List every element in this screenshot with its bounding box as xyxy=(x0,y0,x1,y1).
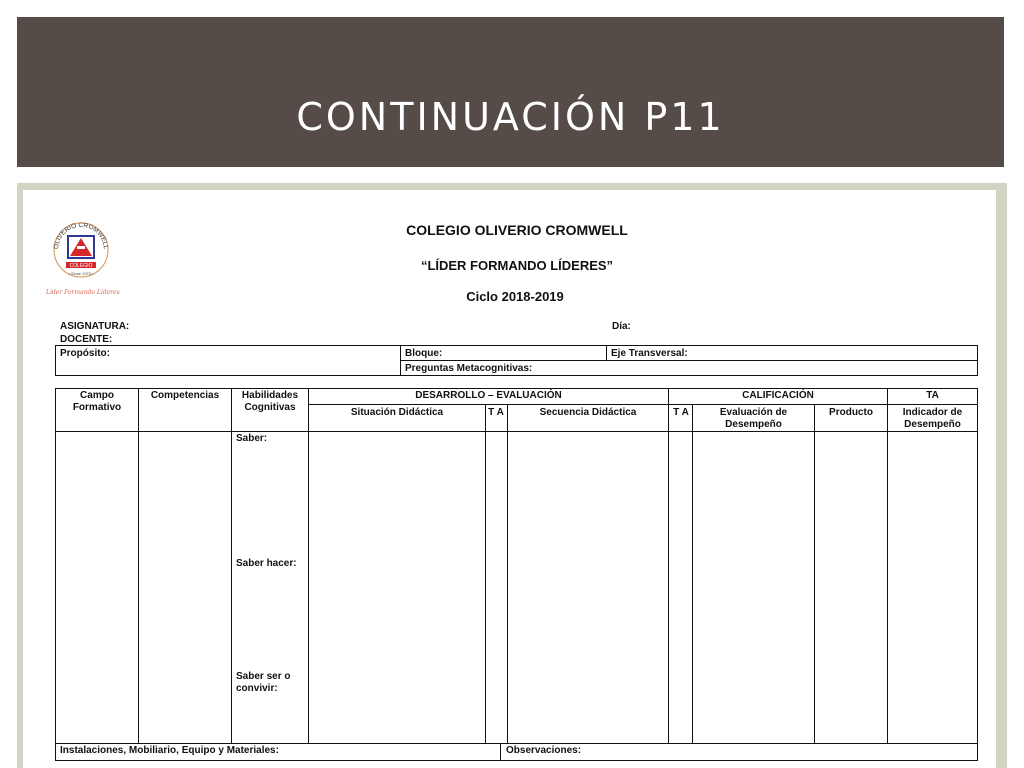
docente-label: DOCENTE: xyxy=(60,334,113,345)
header-campo-formativo: Campo Formativo xyxy=(72,390,122,413)
header-habilidades-cognitivas: Habilidades Cognitivas xyxy=(241,390,299,413)
border xyxy=(308,388,309,744)
border xyxy=(55,743,978,744)
asignatura-label: ASIGNATURA: xyxy=(60,321,130,332)
border xyxy=(485,404,486,744)
title-banner xyxy=(17,17,1004,167)
header-ta-situacion: T A xyxy=(488,407,504,418)
logo-arc-text: OLIVERIO CROMWELL xyxy=(52,221,110,250)
header-evaluacion-desempeno: Evaluación de Desempeño xyxy=(719,407,788,430)
proposito-label: Propósito: xyxy=(60,348,110,359)
instalaciones-label: Instalaciones, Mobiliario, Equipo y Materiales: xyxy=(60,745,279,756)
observaciones-label: Observaciones: xyxy=(506,745,582,756)
border xyxy=(400,345,401,376)
border xyxy=(231,388,232,744)
border xyxy=(606,345,607,361)
preguntas-label: Preguntas Metacognitivas: xyxy=(405,363,533,374)
header-calificacion: CALIFICACIÓN xyxy=(742,390,814,401)
school-name: COLEGIO OLIVERIO CROMWELL xyxy=(406,222,628,238)
header-competencias: Competencias xyxy=(150,390,220,401)
border xyxy=(55,431,978,432)
saber-ser-label: Saber ser o convivir: xyxy=(236,671,291,694)
school-tagline: Líder Formando Líderes xyxy=(46,289,120,296)
header-indicador-desempeno: Indicador de Desempeño xyxy=(902,407,963,430)
school-cycle: Ciclo 2018-2019 xyxy=(466,289,564,304)
border xyxy=(138,388,139,744)
border xyxy=(692,404,693,744)
saber-hacer-label: Saber hacer: xyxy=(236,558,297,569)
border xyxy=(668,388,669,744)
border xyxy=(308,404,978,405)
header-desarrollo-evaluacion: DESARROLLO – EVALUACIÓN xyxy=(415,390,562,401)
border xyxy=(500,743,501,761)
border xyxy=(55,345,978,346)
eje-transversal-label: Eje Transversal: xyxy=(611,348,688,359)
logo-badge: COLEGIO xyxy=(69,263,93,269)
border xyxy=(55,388,978,389)
school-motto: “LÍDER FORMANDO LÍDERES” xyxy=(420,258,614,273)
border xyxy=(977,388,978,761)
border xyxy=(814,404,815,744)
header-producto: Producto xyxy=(829,407,873,418)
border xyxy=(55,388,56,761)
border xyxy=(977,345,978,376)
border xyxy=(55,345,56,376)
document-page xyxy=(23,190,996,768)
dia-label: Día: xyxy=(612,321,631,332)
saber-label: Saber: xyxy=(236,433,268,444)
header-ta: TA xyxy=(926,390,939,401)
slide-title: CONTINUACIÓN P11 xyxy=(296,95,725,139)
header-ta-secuencia: T A xyxy=(673,407,689,418)
header-situacion-didactica: Situación Didáctica xyxy=(350,407,444,418)
border xyxy=(507,404,508,744)
logo-since: • Since 1970 • xyxy=(68,271,94,276)
bloque-label: Bloque: xyxy=(405,348,443,359)
border xyxy=(55,760,978,761)
border xyxy=(887,388,888,744)
header-secuencia-didactica: Secuencia Didáctica xyxy=(539,407,637,418)
border xyxy=(400,360,978,361)
border xyxy=(55,375,978,376)
